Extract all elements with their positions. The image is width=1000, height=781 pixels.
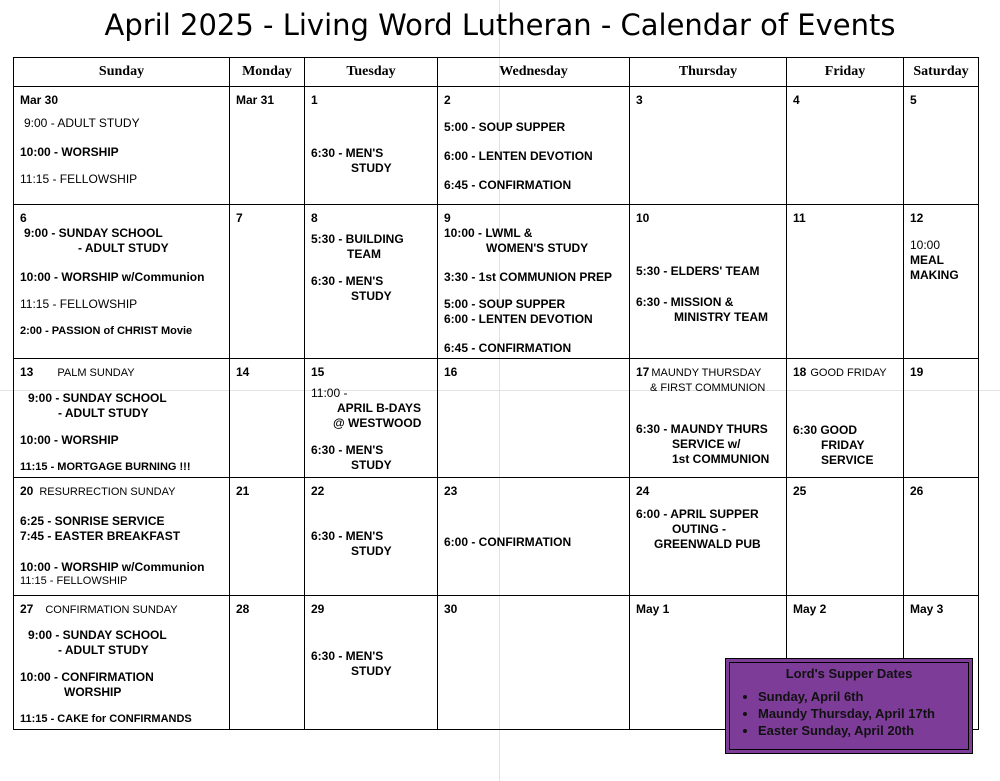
- day-cell: [305, 87, 438, 205]
- header-monday: Monday: [230, 58, 305, 87]
- event-line: 3:30 - 1st COMMUNION PREP: [444, 270, 613, 284]
- calendar-table: [13, 57, 979, 730]
- date-line: [20, 602, 223, 618]
- date-label: 9: [444, 211, 451, 225]
- event-line: 2:00 - PASSION of CHRIST Movie: [20, 325, 193, 337]
- date-label: 17: [636, 365, 650, 379]
- event-line: - ADULT STUDY: [58, 643, 149, 657]
- event-line: 11:15 - FELLOWSHIP: [20, 172, 138, 186]
- event-line: 11:15 - FELLOWSHIP: [20, 297, 138, 311]
- day-cell: [787, 478, 904, 596]
- date-label: 13: [20, 365, 34, 379]
- day-cell: [438, 596, 630, 730]
- event-line: 5:30 - BUILDING: [311, 232, 404, 246]
- event-line: OUTING -: [672, 522, 726, 536]
- date-label: 12: [910, 211, 924, 225]
- date-line: [20, 365, 223, 381]
- event-line: 10:00 - WORSHIP w/Communion: [20, 560, 205, 574]
- day-cell: [630, 478, 787, 596]
- event-line: 6:30 - MEN'S: [311, 443, 384, 457]
- event-line: 10:00: [910, 238, 941, 252]
- weekday-header-row: [14, 58, 979, 87]
- event-line: 10:00 - WORSHIP: [20, 145, 119, 159]
- date-label: 22: [311, 484, 325, 498]
- special-day-label: & FIRST COMMUNION: [650, 382, 766, 394]
- day-cell: [904, 87, 979, 205]
- event-line: 10:00 - WORSHIP w/Communion: [20, 270, 205, 284]
- event-line: 5:30 - ELDERS' TEAM: [636, 264, 760, 278]
- week-row: [14, 478, 979, 596]
- event-line: 9:00 - SUNDAY SCHOOL: [28, 391, 167, 405]
- legend-frame: [729, 662, 969, 750]
- special-day-label: RESURRECTION SUNDAY: [39, 486, 176, 498]
- event-line: 11:15 - FELLOWSHIP: [20, 575, 128, 587]
- date-line: [793, 365, 897, 381]
- day-cell: [14, 359, 230, 478]
- event-line: FRIDAY: [821, 438, 865, 452]
- event-line: 9:00 - SUNDAY SCHOOL: [24, 226, 163, 240]
- day-cell: [438, 205, 630, 359]
- day-cell: [14, 205, 230, 359]
- day-cell: [438, 87, 630, 205]
- date-label: 25: [793, 484, 807, 498]
- event-line: 6:00 - LENTEN DEVOTION: [444, 149, 593, 163]
- event-line: - ADULT STUDY: [78, 241, 169, 255]
- special-day-label: PALM SUNDAY: [57, 367, 135, 379]
- week-row: [14, 87, 979, 205]
- date-label: 2: [444, 93, 451, 107]
- date-label: 7: [236, 211, 243, 225]
- date-label: 19: [910, 365, 924, 379]
- date-label: 4: [793, 93, 800, 107]
- header-tuesday: Tuesday: [305, 58, 438, 87]
- date-label: 5: [910, 93, 917, 107]
- event-line: STUDY: [351, 664, 392, 678]
- day-cell: [14, 87, 230, 205]
- date-label: 26: [910, 484, 924, 498]
- day-cell: [14, 596, 230, 730]
- event-line: MEAL: [910, 253, 944, 267]
- date-label: Mar 31: [236, 93, 275, 107]
- date-label: 11: [793, 211, 806, 225]
- legend-item: • Maundy Thursday, April 17th: [758, 706, 968, 721]
- day-cell: [305, 478, 438, 596]
- event-line: 6:45 - CONFIRMATION: [444, 178, 572, 192]
- legend-title: Lord's Supper Dates: [785, 666, 913, 681]
- lords-supper-legend: [725, 658, 973, 754]
- day-cell: [630, 359, 787, 478]
- page-title: April 2025 - Living Word Lutheran - Calendar of Events: [104, 8, 896, 42]
- event-line: 9:00 - SUNDAY SCHOOL: [28, 628, 167, 642]
- date-label: 18: [793, 365, 807, 379]
- header-wednesday: Wednesday: [438, 58, 630, 87]
- legend-list: [730, 689, 968, 738]
- special-day-label: MAUNDY THURSDAY: [651, 367, 762, 379]
- event-line: MAKING: [910, 268, 959, 282]
- day-cell: [305, 596, 438, 730]
- week-row: [14, 359, 979, 478]
- day-cell: [438, 359, 630, 478]
- event-line: 5:00 - SOUP SUPPER: [444, 120, 566, 134]
- special-day-label: GOOD FRIDAY: [810, 367, 887, 379]
- event-line: 6:30 GOOD: [793, 423, 858, 437]
- date-label: 30: [444, 602, 458, 616]
- event-line: 6:45 - CONFIRMATION: [444, 341, 572, 355]
- day-cell: [305, 205, 438, 359]
- event-line: 6:30 - MEN'S: [311, 146, 384, 160]
- event-line: 6:00 - APRIL SUPPER: [636, 507, 759, 521]
- event-line: 6:30 - MEN'S: [311, 274, 384, 288]
- day-cell: [787, 205, 904, 359]
- event-line: WOMEN'S STUDY: [486, 241, 589, 255]
- special-day-label: CONFIRMATION SUNDAY: [45, 604, 178, 616]
- day-cell: [904, 205, 979, 359]
- day-cell: [14, 478, 230, 596]
- day-cell: [230, 205, 305, 359]
- event-line: - ADULT STUDY: [58, 406, 149, 420]
- event-line: 10:00 - CONFIRMATION: [20, 670, 154, 684]
- date-label: 14: [236, 365, 250, 379]
- event-line: GREENWALD PUB: [654, 537, 761, 551]
- day-cell: [230, 87, 305, 205]
- header-friday: Friday: [787, 58, 904, 87]
- day-cell: [630, 87, 787, 205]
- date-label: 8: [311, 211, 318, 225]
- event-line: STUDY: [351, 544, 392, 558]
- date-label: 23: [444, 484, 458, 498]
- event-line: 6:30 - MISSION &: [636, 295, 734, 309]
- date-line: [636, 365, 780, 381]
- date-label: 6: [20, 211, 27, 225]
- header-thursday: Thursday: [630, 58, 787, 87]
- event-line: 10:00 - LWML &: [444, 226, 533, 240]
- date-label: May 1: [636, 602, 670, 616]
- date-label: May 3: [910, 602, 944, 616]
- event-line: 6:30 - MEN'S: [311, 649, 384, 663]
- date-label: 3: [636, 93, 643, 107]
- event-line: SERVICE w/: [672, 437, 741, 451]
- date-label: 1: [311, 93, 318, 107]
- event-line: 6:30 - MEN'S: [311, 529, 384, 543]
- date-label: 16: [444, 365, 458, 379]
- day-cell: [230, 596, 305, 730]
- legend-item: • Easter Sunday, April 20th: [758, 723, 968, 738]
- date-label: May 2: [793, 602, 827, 616]
- date-label: 27: [20, 602, 34, 616]
- header-sunday: Sunday: [14, 58, 230, 87]
- day-cell: [438, 478, 630, 596]
- event-line: @ WESTWOOD: [333, 416, 422, 430]
- event-line: 1st COMMUNION: [672, 452, 770, 466]
- event-line: 6:00 - LENTEN DEVOTION: [444, 312, 593, 326]
- day-cell: [904, 359, 979, 478]
- event-line: 6:00 - CONFIRMATION: [444, 535, 572, 549]
- week-row: [14, 205, 979, 359]
- event-line: MINISTRY TEAM: [674, 310, 769, 324]
- day-cell: [230, 359, 305, 478]
- day-cell: [787, 87, 904, 205]
- event-line: 6:30 - MAUNDY THURS: [636, 422, 768, 436]
- date-line: [20, 484, 223, 500]
- date-label: 15: [311, 365, 325, 379]
- event-line: 9:00 - ADULT STUDY: [24, 116, 140, 130]
- day-cell: [787, 359, 904, 478]
- date-label: 29: [311, 602, 325, 616]
- date-label: 28: [236, 602, 250, 616]
- header-saturday: Saturday: [904, 58, 979, 87]
- date-label: 20: [20, 484, 34, 498]
- event-line: 11:00 -: [311, 386, 348, 400]
- event-line: 5:00 - SOUP SUPPER: [444, 297, 566, 311]
- legend-item: • Sunday, April 6th: [758, 689, 968, 704]
- event-line: 10:00 - WORSHIP: [20, 433, 119, 447]
- event-line: STUDY: [351, 289, 392, 303]
- event-line: 7:45 - EASTER BREAKFAST: [20, 529, 181, 543]
- date-label: 10: [636, 211, 650, 225]
- event-line: STUDY: [351, 458, 392, 472]
- day-cell: [630, 205, 787, 359]
- event-line: TEAM: [347, 247, 381, 261]
- event-line: SERVICE: [821, 453, 874, 467]
- event-line: STUDY: [351, 161, 392, 175]
- day-cell: [904, 478, 979, 596]
- event-line: APRIL B-DAYS: [337, 401, 422, 415]
- event-line: 11:15 - CAKE for CONFIRMANDS: [20, 713, 192, 725]
- event-line: 11:15 - MORTGAGE BURNING !!!: [20, 461, 191, 473]
- day-cell: [230, 478, 305, 596]
- date-label: 21: [236, 484, 250, 498]
- event-line: WORSHIP: [64, 685, 122, 699]
- date-label: 24: [636, 484, 650, 498]
- day-cell: [305, 359, 438, 478]
- date-label: Mar 30: [20, 93, 59, 107]
- event-line: 6:25 - SONRISE SERVICE: [20, 514, 165, 528]
